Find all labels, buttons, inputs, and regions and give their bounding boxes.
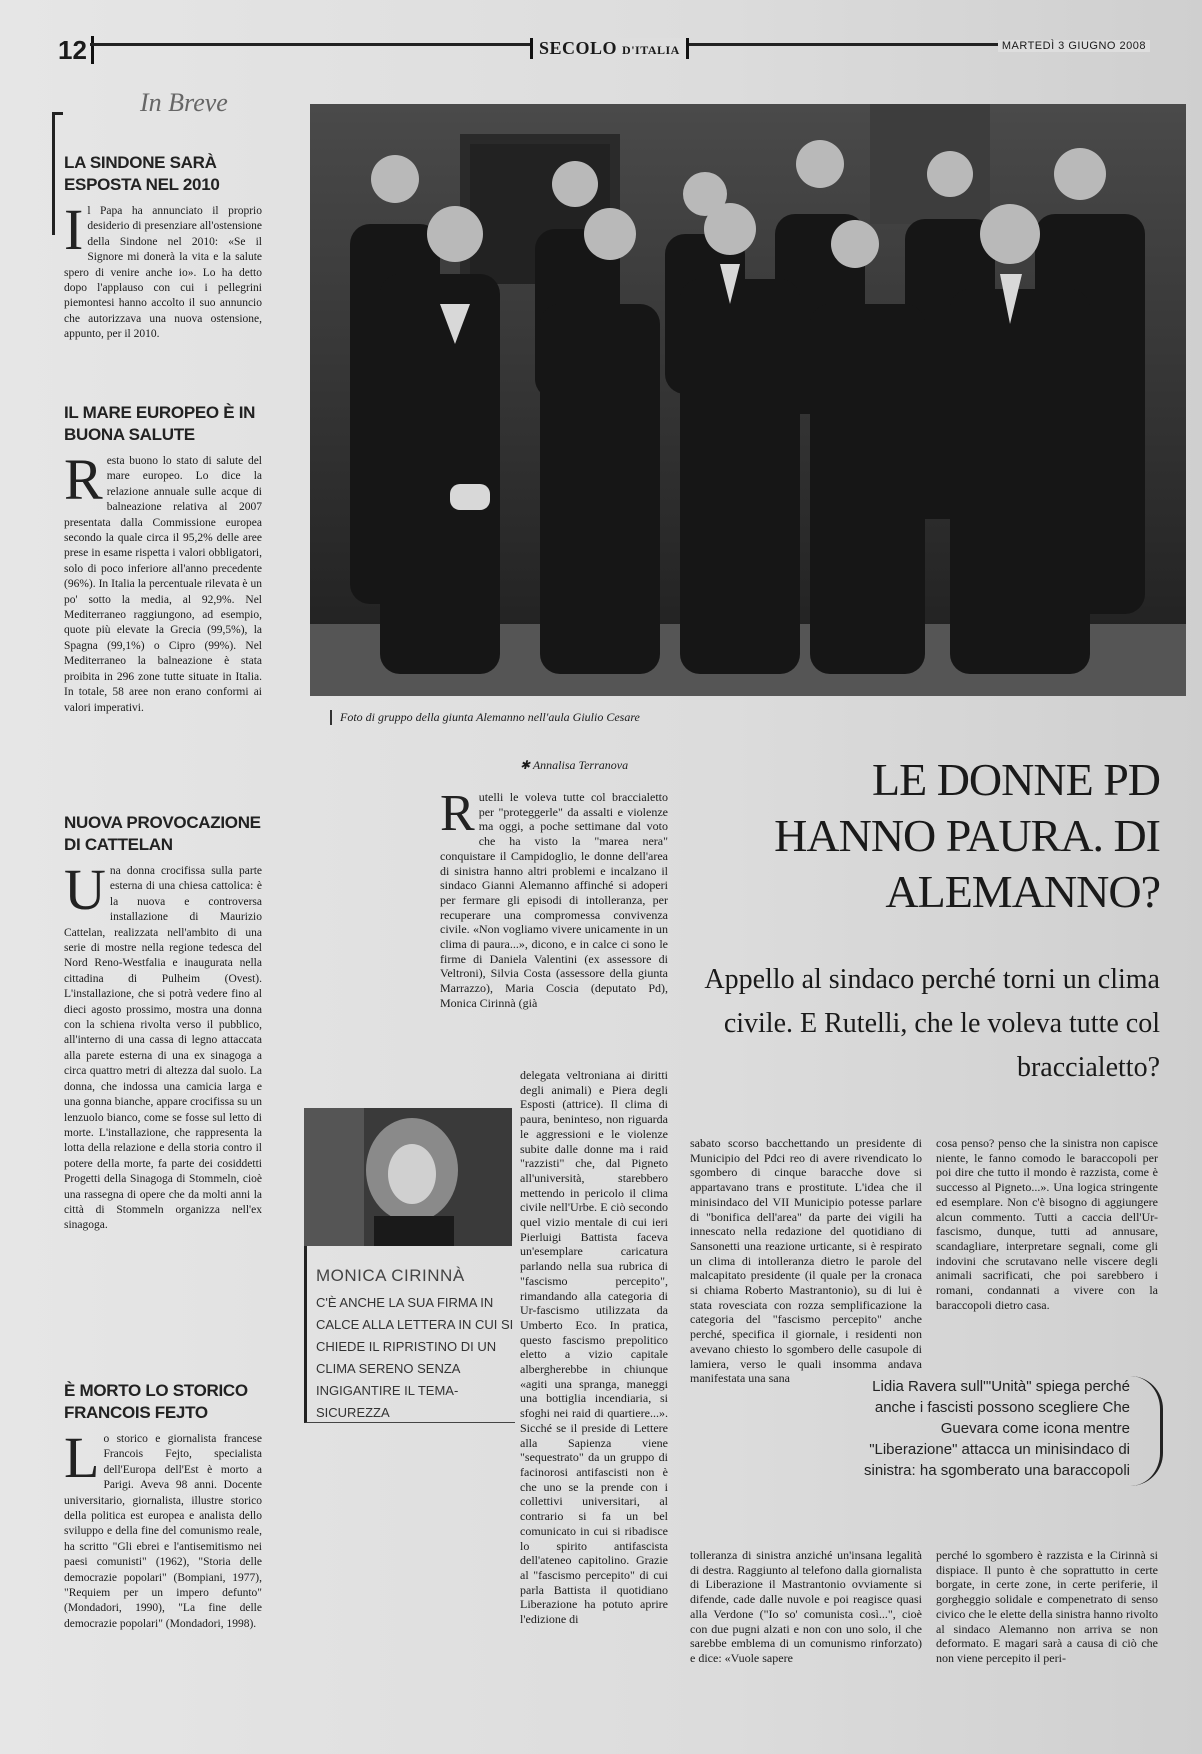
brief-body: o storico e giornalista francese Francois Fejto, specialista dell'Europa dell'Est è morto a Parigi. Aveva 98 anni. Docente universitario, giornalista, illustre storico della politica est europea e analista dello sviluppo e della fine del comunismo reale, ha scritto "Gli ebrei e l'antisemitismo nei paesi comunisti" (1962), "Storia delle democrazie popolari" (Bompiani, 1977), "Requiem per un impero defunto" (Mondadori, 1990), "La fine delle democrazie popolari" (Mondadori, 1998). [64,1433,262,1630]
portrait-photo [304,1108,512,1246]
dropcap: R [440,785,475,842]
brief-text [64,857,262,1234]
dropcap: L [64,1425,100,1490]
page-number: 12 [58,36,94,64]
pull-quote-brace [1130,1376,1163,1486]
masthead [530,38,689,59]
brief-body: esta buono lo stato di salute del mare europeo. Lo dice la relazione annuale sulle acque di balneazione relativa al 2007 presentata dalla Commissione europea secondo la quale circa il 95,2% delle aree prese in esame rispetta i valori obbligatori, solo di poco inferiore all'anno precedente (96%). In Italia la percentuale rilevata è un po' sotto la media, al 92,9%. Nel Mediterraneo raggiungono, ad esempio, quote più elevate la Grecia (99,5%), la Spagna (99,1%) o Cipro (99%). Nel Mediterraneo la balneazione è stata proibita in 296 zone tutte situate in Italia. In totale, 58 aree non erano conformi ai valori imperativi. [64,455,262,714]
dropcap: R [64,447,103,512]
article-text: utelli le voleva tutte col braccialetto per "proteggerle" da assalti e violenze ma oggi, a poche settimane dal voto che ha visto la "marea nera" conquistare il Campidoglio, le donne dell'area di sinistra hanno altri problemi e incalzano il sindaco Gianni Alemanno affinché si adoperi per fermare gli episodi di intolleranza, per recuperare una compromessa convivenza civile. «Non vogliamo vivere unicamente in un clima di paura...», dicono, e in calce ci sono le firme di Daniela Valentini (ex assessore di Veltroni), Silvia Costa (assessore della giunta Marrazzo), Maria Coscia (deputato Pd), Monica Cirinnà (già [440,790,668,1010]
article-column-3b: perché lo sgombero è razzista e la Cirinnà si dispiace. Il punto è che soprattutto in certe borgate, in certe zone, in certe periferie, il gorgheggio solidale e compenetrato di senso civico che le elette della sinistra hanno rivolto al sindaco Alemanno non arriva se non deformato. E magari sarà a causa di ciò che non viene percepito il peri- [936,1548,1158,1665]
sidebar-bracket [52,112,63,235]
brief-mare [64,402,262,716]
brief-body: na donna crocifissa sulla parte esterna di una chiesa cattolica: è la nuova e controversa installazione di Maurizio Cattelan, realizzata nell'ambito di una serie di mostre nella regione tedesca del Nord Reno-Westfalia e inaugurata nella cittadina di Pulheim (Ovest). L'installazione, che si potrà vedere fino al dieci agosto prossimo, mostra una donna con la schiena rivolta verso il pubblico, all'interno di una cassa di legno attaccata alla parete esterna di una ex sinagoga a circa quattro metri di altezza dal suolo. La donna, che indossa una camicia larga e una gonna bianche, appare crocifissa su un lenzuolo bianco, come se fosse sul letto di morte. L'installazione, che rappresenta la lotta della relazione e della storia contro il potere della morte, fa parte dei cosiddetti Progetti della Sinagoga di Stommeln, cioè una rassegna di opere che da molti anni la città di Stommeln organizza nell'ex sinagoga. [64,865,262,1232]
brief-text [64,197,262,343]
photo-caption: Foto di gruppo della giunta Alemanno nell'aula Giulio Cesare [330,710,640,725]
brief-title: IL MARE EUROPEO È IN BUONA SALUTE [64,403,256,444]
brief-title: NUOVA PROVOCAZIONE DI CATTELAN [64,813,261,854]
article-column-1b: delegata veltroniana ai diritti degli animali) e Piera degli Esposti (attrice). Il clima di paura, beninteso, non riguarda le aggressioni e le violenze subite dalle donne ma i raid "razzisti" che, dal Pigneto all'università, starebbero mettendo in pericolo il clima civile nell'Urbe. E ciò secondo quel vizio mentale di cui ieri Pierluigi Battista faceva un'esemplare caricatura parlando nella sua rubrica di "fascismo percepito", rimandando alla categoria di Ur-fascismo utilizzata da Umberto Eco. In pratica, questo fascismo prepolitico eletto a vizio capitale albergherebbe in chiunque «agiti una spranga, maneggi una bottiglia incendiaria, si sfoghi nei raid di quartiere...». Sicché se il preside di Lettere alla Sapienza viene "sequestrato" da un gruppo di facinorosi antifascisti non è che uno se la prende con i collettivi universitari, al contrario si fa un bel comunicato in cui si ribadisce lo spirito antifascista dell'ateneo capitolino. Grazie al "fascismo percepito" di cui parla Battista il quotidiano Liberazione ha potuto aprire l'edizione di [520,1068,668,1627]
brief-title: LA SINDONE SARÀ ESPOSTA NEL 2010 [64,153,220,194]
brief-body: l Papa ha annunciato il proprio desiderio di presenziare all'ostensione della Sindone nel 2010: «Se il Signore mi donerà la vita e la salute spero di venire anche io». Lo ha detto dopo l'applauso con cui i pellegrini piemontesi hanno accolto il suo annuncio che autorizzava una nuova ostensione, appunto, per il 2010. [64,205,262,341]
article-column-1 [440,785,668,1011]
pull-quote: Lidia Ravera sull'"Unità" spiega perché anche i fascisti possono scegliere Che Guevara come icona mentre "Liberazione" attacca un minisindaco di sinistra: ha sgomberato una baraccopoli [864,1378,1130,1479]
issue-date: MARTEDÌ 3 GIUGNO 2008 [998,40,1150,52]
masthead-title: SECOLO [539,38,618,58]
dropcap: U [64,857,106,922]
headline: LE DONNE PD HANNO PAURA. DI ALEMANNO? [774,754,1160,917]
portrait-caption: C'È ANCHE LA SUA FIRMA IN CALCE ALLA LETTERA IN CUI SI CHIEDE IL RIPRISTINO DI UN CLIMA SERENO SENZA INGIGANTIRE IL TEMA-SICUREZZA [316,1295,514,1420]
subheadline: Appello al sindaco perché torni un clima civile. E Rutelli, che le voleva tutte col braccialetto? [704,964,1160,1083]
article-column-2: sabato scorso bacchettando un presidente di Municipio del Pdci reo di avere rivendicato lo sgombero di cinque baracche dove si appartavano trans e prostitute. L'idea che il minisindaco del VII Municipio potesse parlare di "bonifica dell'area" da parte dei vigili ha innescato nella redazione del quotidiano di Sansonetti una reazione urticante, si è respirato un clima di intolleranza dietro le parole del malcapitato presidente (il quale per la cronaca si chiama Roberto Mastrantonio), su di lui è stata rovesciata con rozza semplificazione la categoria del "fascismo percepito" anche perché, specifica il giornale, i residenti non avevano chiesto lo sgombero delle casupole di lamiera, verso le quali insomma andava manifestata una sana [690,1136,922,1386]
brief-cattelan [64,812,262,1234]
brief-title: È MORTO LO STORICO FRANCOIS FEJTO [64,1381,248,1422]
portrait-name: MONICA CIRINNÀ [316,1266,465,1285]
portrait-illustration [304,1108,512,1246]
dropcap: I [64,197,84,262]
byline: ✱ Annalisa Terranova [520,758,629,772]
masthead-suffix: D'ITALIA [622,43,680,57]
brief-fejto [64,1380,262,1632]
brief-text [64,1425,262,1632]
brief-sindone [64,152,262,343]
article-column-2b: tolleranza di sinistra anziché un'insana legalità di destra. Raggiunto al telefono dalla giornalista di Liberazione il Mastrantonio ovviamente si difende, cade dalle nuvole e poi reagisce quasi alla Verdone ("Io so' comunista così...", cioè con due pugni alzati e non con uno solo, il che sarebbe emblema di un comunismo rinforzato) e dice: «Vuole sapere [690,1548,922,1665]
group-photo-illustration [310,104,1186,696]
brief-text [64,447,262,716]
section-label: In Breve [140,88,228,117]
group-photo [310,104,1186,696]
article-column-3: cosa penso? penso che la sinistra non capisce niente, le fanno comodo le baraccopoli per poi dire che tutto il mondo è razzista, come è successo al Pigneto...». Una logica stringente ed esemplare. Non c'è bisogno di aggiungere alcun commento. Tutti a caccia dell'Ur-fascismo, dunque, tutti ad annusare, scandagliare, interpretare segnali, come gli indovini che scrutavano nelle viscere degli animali sacrificati, che poi sarebbero i romani, condannati a vivere con la baraccopoli dietro casa. [936,1136,1158,1312]
